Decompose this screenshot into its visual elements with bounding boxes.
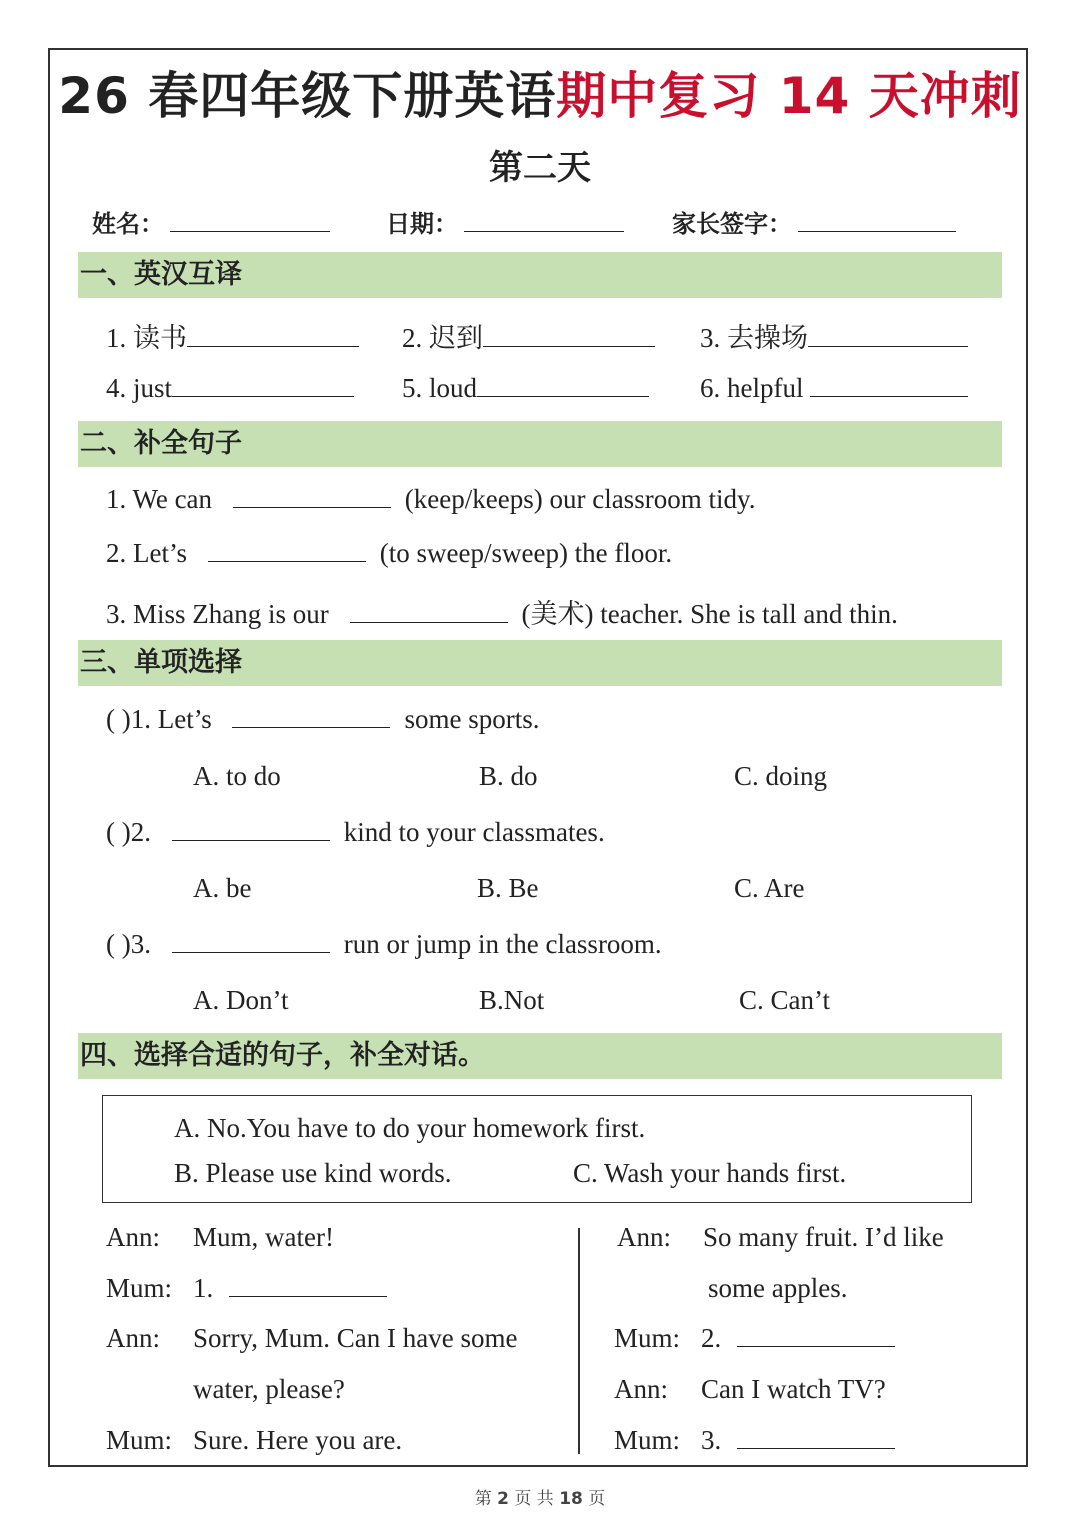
- answer-blank[interactable]: [233, 507, 391, 508]
- translate-item-5: 5. loud: [402, 373, 649, 404]
- mc-question-2: ( )2. kind to your classmates.: [106, 817, 605, 847]
- translate-item-4: 4. just: [106, 373, 354, 404]
- date-field: [386, 204, 624, 239]
- answer-blank[interactable]: [187, 346, 359, 347]
- translate-item-6: 6. helpful: [700, 373, 968, 404]
- parent-sign-field: [672, 204, 956, 239]
- right-dialog-speaker-4: Ann:: [614, 1374, 668, 1404]
- sentence-item-1: 1. We can (keep/keeps) our classroom tidy.: [106, 484, 756, 514]
- mc-1-option-c[interactable]: C. doing: [734, 761, 828, 791]
- mc-3-option-a[interactable]: A. Don’t: [193, 985, 289, 1015]
- parent-sign-blank[interactable]: [798, 231, 956, 232]
- name-label: 姓名：: [92, 210, 164, 238]
- mc-2-option-b[interactable]: B. Be: [477, 873, 539, 903]
- answer-blank[interactable]: [232, 727, 390, 728]
- left-dialog-text-4: water, please?: [193, 1374, 345, 1404]
- mc-question-1: ( )1. Let’s some sports.: [106, 704, 540, 734]
- right-dialog-speaker-3: Mum:: [614, 1323, 681, 1353]
- choice-b: B. Please use kind words.: [174, 1158, 452, 1188]
- answer-blank[interactable]: [810, 396, 968, 397]
- current-page: 2: [497, 1489, 509, 1509]
- mc-2-option-c[interactable]: C. Are: [734, 873, 805, 903]
- date-blank[interactable]: [464, 231, 624, 232]
- translate-item-1: 1. 读书: [106, 316, 359, 355]
- mc-3-option-c[interactable]: C. Can’t: [739, 985, 831, 1015]
- mc-1-option-b[interactable]: B. do: [479, 761, 538, 791]
- right-dialog-text-1: So many fruit. I’d like: [703, 1222, 944, 1252]
- dialog-divider: [578, 1228, 580, 1454]
- answer-blank[interactable]: [483, 346, 655, 347]
- mc-1-option-a[interactable]: A. to do: [193, 761, 281, 791]
- choice-a: A. No.You have to do your homework first.: [174, 1113, 646, 1143]
- section-4-heading: 四、选择合适的句子，补全对话。: [78, 1033, 1002, 1079]
- mc-2-option-a[interactable]: A. be: [193, 873, 252, 903]
- mc-question-3: ( )3. run or jump in the classroom.: [106, 929, 662, 959]
- page-footer: 第 2 页 共 18 页: [474, 1489, 606, 1509]
- right-dialog-text-2: some apples.: [708, 1273, 848, 1303]
- answer-blank[interactable]: [737, 1448, 895, 1449]
- left-dialog-text-5: Sure. Here you are.: [193, 1425, 403, 1455]
- answer-blank[interactable]: [229, 1296, 387, 1297]
- total-pages: 18: [559, 1489, 583, 1509]
- name-field: [92, 204, 330, 239]
- answer-blank[interactable]: [172, 952, 330, 953]
- section-1-heading: 一、英汉互译: [78, 252, 1002, 298]
- translate-item-2: 2. 迟到: [402, 316, 655, 355]
- page-title: [0, 56, 1080, 128]
- answer-blank[interactable]: [737, 1346, 895, 1347]
- left-dialog-speaker-2: Mum:: [106, 1273, 173, 1303]
- left-dialog-line-2: 1.: [193, 1273, 387, 1304]
- choice-c: C. Wash your hands first.: [573, 1158, 847, 1188]
- right-dialog-speaker-1: Ann:: [617, 1222, 671, 1252]
- answer-blank[interactable]: [172, 840, 330, 841]
- name-blank[interactable]: [170, 231, 330, 232]
- parent-sign-label: 家长签字：: [672, 210, 792, 238]
- sentence-item-3: 3. Miss Zhang is our (美术) teacher. She is tall and thin.: [106, 599, 898, 629]
- left-dialog-text-1: Mum, water!: [193, 1222, 334, 1252]
- date-label: 日期：: [386, 210, 458, 238]
- right-dialog-line-5: 3.: [701, 1425, 895, 1456]
- answer-blank[interactable]: [172, 396, 354, 397]
- left-dialog-speaker-3: Ann:: [106, 1323, 160, 1353]
- left-dialog-speaker-5: Mum:: [106, 1425, 173, 1455]
- answer-blank[interactable]: [808, 346, 968, 347]
- title-red: 期中复习 14 天冲刺: [556, 67, 1022, 125]
- answer-blank[interactable]: [350, 622, 508, 623]
- sentence-item-2: 2. Let’s (to sweep/sweep) the floor.: [106, 538, 673, 568]
- right-dialog-text-4: Can I watch TV?: [701, 1374, 886, 1404]
- page-subtitle: 第二天: [489, 148, 591, 188]
- left-dialog-speaker-1: Ann:: [106, 1222, 160, 1252]
- translate-item-3: 3. 去操场: [700, 316, 968, 355]
- right-dialog-speaker-5: Mum:: [614, 1425, 681, 1455]
- mc-3-option-b[interactable]: B.Not: [479, 985, 545, 1015]
- section-3-heading: 三、单项选择: [78, 640, 1002, 686]
- answer-blank[interactable]: [477, 396, 649, 397]
- answer-blank[interactable]: [208, 561, 366, 562]
- section-2-heading: 二、补全句子: [78, 421, 1002, 467]
- left-dialog-text-3: Sorry, Mum. Can I have some: [193, 1323, 518, 1353]
- right-dialog-line-3: 2.: [701, 1323, 895, 1354]
- title-black: 26 春四年级下册英语: [58, 67, 557, 125]
